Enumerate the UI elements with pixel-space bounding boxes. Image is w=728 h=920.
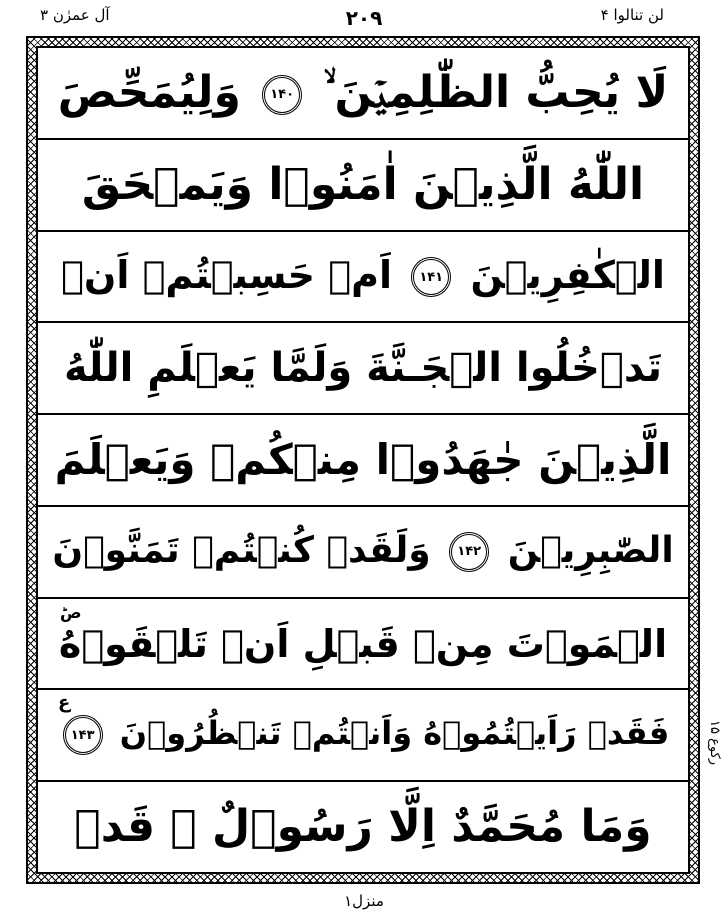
line-1-text-b: وَلِيُمَحِّصَ [57, 66, 241, 118]
sala-mark: صؕ [60, 602, 82, 622]
verse-line-6 [38, 507, 688, 599]
text-frame [36, 46, 690, 874]
ruku-mark: ع [58, 692, 71, 714]
verse-line-2 [38, 140, 688, 232]
line-3-text-a: الۡكٰفِرِيۡنَ [470, 252, 665, 297]
ayah-marker-140: ۱۴۰ [262, 75, 302, 115]
line-4-text: تَدۡخُلُوا الۡجَـنَّةَ وَلَمَّا يَعۡلَمِ اللّٰهُ [64, 345, 662, 392]
verse-line-4 [38, 323, 688, 415]
line-3-text-b: اَمۡ حَسِبۡتُمۡ اَنۡ [61, 252, 392, 297]
verse-line-9 [38, 782, 688, 872]
verse-line-5 [38, 415, 688, 507]
verse-line-3 [38, 232, 688, 324]
line-7-text: الۡمَوۡتَ مِنۡ قَبۡلِ اَنۡ تَلۡقَوۡهُ [58, 621, 668, 666]
line-1-text-a: لَا يُحِبُّ الظّٰلِمِيۡنَ ۙ [323, 66, 669, 118]
line-2-text: اللّٰهُ الَّذِيۡنَ اٰمَنُوۡا وَيَمۡحَقَ [81, 158, 645, 210]
ayah-marker-142: ۱۴۲ [449, 532, 489, 572]
page-header [0, 0, 728, 36]
surah-name: آل عمرٰن ۳ [40, 6, 110, 24]
ayah-marker-141: ۱۴۱ [411, 257, 451, 297]
ayah-marker-143: ۱۴۳ [63, 715, 103, 755]
verse-line-8 [38, 690, 688, 782]
line-9-text: وَمَا مُحَمَّدٌ اِلَّا رَسُوۡلٌ ۚ قَدۡ [74, 801, 652, 853]
line-5-text: الَّذِيۡنَ جٰهَدُوۡا مِنۡكُمۡ وَيَعۡلَمَ [54, 435, 672, 485]
line-6-text-a: الصّٰبِرِيۡنَ [507, 529, 674, 571]
ruku-margin-note: رکوع ۱۵ [707, 720, 722, 766]
line-8-text: فَقَدۡ رَاَيۡتُمُوۡهُ وَاَنۡتُمۡ تَنۡظُرُوۡنَ [119, 714, 670, 753]
page-number: ۲۰۹ [345, 6, 383, 30]
line-6-text-b: وَلَقَدۡ كُنۡتُمۡ تَمَنَّوۡنَ [52, 529, 431, 571]
juz-name: لن تنالوا ۴ [600, 6, 664, 24]
manzil-footer: منزل۱ [344, 892, 384, 910]
page-border [26, 36, 700, 884]
verse-line-7 [38, 599, 688, 691]
verse-line-1 [38, 48, 688, 140]
